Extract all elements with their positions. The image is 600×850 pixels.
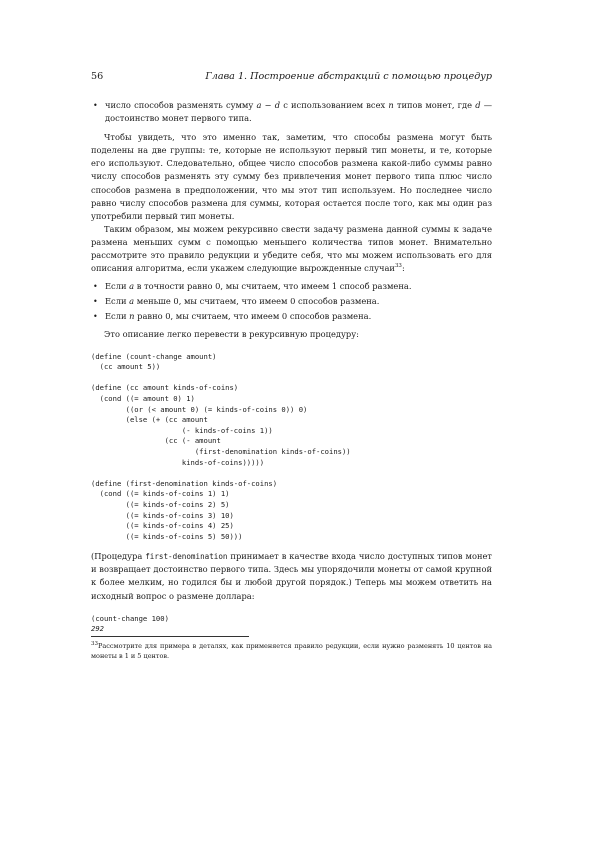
case-item [91,295,492,308]
case-var: a [129,281,135,292]
bullet-icon: • [93,312,98,322]
var-d: d [475,100,481,110]
var-n: n [388,100,394,110]
chapter-title: Глава 1. Построение абстракций с помощью процедур [205,71,492,82]
case-text: Если [105,311,130,322]
paragraph-2 [91,223,492,275]
code-output: 292 [91,624,104,634]
paragraph-4-text: принимает в качестве входа число доступных типов монет и возвращает достоинство первого типа. Здесь мы упорядочили монеты от самой крупной к более мелким, но годился бы и любой другой порядок.) Теперь мы можем ответить на исходный вопрос о размене доллара: [91,551,492,601]
code-block-count-change: (define (count-change amount) (cc amount 5)) [91,351,217,372]
case-var: n [129,311,135,322]
case-text: равно 0, мы считаем, что имеем 0 способов размена. [134,311,372,322]
footnote-ref: 33 [394,263,402,270]
var-a: a [256,100,262,110]
footnote [91,641,492,661]
var-d: d [274,100,281,110]
paragraph-2-text: Таким образом, мы можем рекурсивно свести задачу размена данной суммы к задаче размена меньших сумм с помощью меньшего количества типов монет. Внимательно рассмотрите это правило редукции и убедите себя, что мы можем использовать его для описания алгоритма, если укажем следующие вырожденные случаи [91,223,492,274]
bullet-icon: • [93,297,98,307]
footnote-text: Рассмотрите для примера в деталях, как применяется правило редукции, если нужно разменять 10 центов на монеты в 1 и 5 центов. [91,642,492,660]
paragraph-2-tail: : [401,263,405,274]
bullet-text: с использованием всех [280,100,389,110]
paragraph-3: Это описание легко перевести в рекурсивную процедуру: [104,328,359,339]
procedure-name: first-denomination [145,552,228,562]
case-text: Если [105,296,130,307]
code-block-first-denomination: (define (first-denomination kinds-of-coins) (cond ((= kinds-of-coins 1) 1) ((= kinds-of-coins 2) 5) ((= kinds-of-coins 3) 10) ((= kinds-of-coins 4) 25) ((= kinds-of-coins 5) 50))) [91,478,278,541]
bullet-text: — достоинство монет первого типа. [105,100,492,124]
case-text: в точности равно 0, мы считаем, что имеем 1 способ размена. [134,281,412,292]
paragraph-4 [91,550,492,602]
case-item [91,310,492,323]
minus-sign: − [261,100,275,110]
bullet-icon: • [93,101,98,110]
page-number: 56 [91,71,104,82]
footnote-rule [91,636,249,637]
bullet-icon: • [93,282,98,292]
cases-list [91,280,492,323]
footnote-number: 33 [91,640,98,647]
bullet-text: типов монет, где [393,100,476,110]
case-var: a [129,296,135,307]
top-bullet-item [91,99,492,125]
code-block-cc: (define (cc amount kinds-of-coins) (cond ((= amount 0) 1) ((or (< amount 0) (= kinds-of-coins 0)) 0) (else (+ (cc amount (- kinds-of-coins 1)) (cc (- amount (first-denomination kinds-of-coins)) kinds-of-coins))))) [91,383,351,467]
main-text [91,99,492,635]
paragraph-1: Чтобы увидеть, что это именно так, заметим, что способы размена могут быть поделены на две группы: те, которые не используют первый тип монеты, и те, которые его используют. Следовательно, общее число способов размена какой-либо суммы равно числу способов разменять эту сумму без привлечения монет первого типа плюс число способов размена в предположении, что мы этот тип используем. Но последнее число равно числу способов размена для суммы, которая остается после того, как мы один раз употребили первый тип монеты. [91,132,492,221]
bullet-text: число способов разменять сумму [105,100,257,110]
case-item [91,280,492,293]
code-block-call: (count-change 100) [91,613,169,623]
paragraph-4-text: (Процедура [91,551,146,562]
running-header [91,71,492,87]
case-text: Если [105,281,130,292]
case-text: меньше 0, мы считаем, что имеем 0 способов размена. [134,296,380,307]
